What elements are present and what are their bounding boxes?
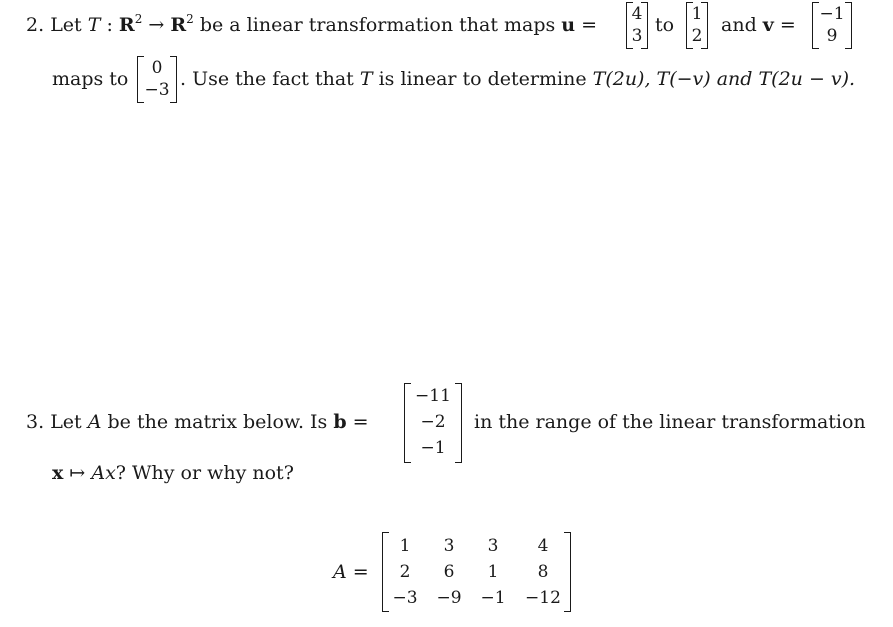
p3-Ax: Ax xyxy=(91,462,116,484)
p3-matrix-label: A = xyxy=(333,561,369,583)
p3-eq: = xyxy=(352,411,369,433)
matrix-cell: 0 xyxy=(151,58,163,78)
p2-Tu-vector xyxy=(686,2,708,49)
p3-line1 xyxy=(26,413,369,432)
p2-let: Let xyxy=(50,14,82,36)
p2-and: and xyxy=(721,14,757,36)
p2-T: T xyxy=(87,14,101,36)
p2-text3: is linear to determine xyxy=(378,68,587,90)
matrix-cell: 1 xyxy=(487,562,499,582)
p3-matrix-A xyxy=(382,532,571,612)
p2-arrow: → xyxy=(148,14,165,36)
bracket-left xyxy=(382,532,389,612)
p2-and-v xyxy=(721,16,796,35)
bracket-right xyxy=(564,532,571,612)
p2-exp2: 2 xyxy=(186,12,194,26)
matrix-cell: 6 xyxy=(443,562,455,582)
matrix-cell: 4 xyxy=(537,536,549,556)
matrix-cell: 2 xyxy=(399,562,411,582)
matrix-cell: −1 xyxy=(480,588,506,608)
p3-A: A xyxy=(87,411,102,433)
p2-R2: R xyxy=(170,14,187,36)
matrix-cell: −3 xyxy=(392,588,418,608)
p3-line2 xyxy=(52,464,294,483)
p2-text1: be a linear transformation that maps xyxy=(199,14,556,36)
matrix-cell: −3 xyxy=(144,80,170,100)
p2-line1 xyxy=(26,12,598,36)
matrix-cell: 3 xyxy=(487,536,499,556)
matrix-cell: 4 xyxy=(631,4,643,24)
matrix-cell: −1 xyxy=(819,4,845,24)
matrix-cell: 1 xyxy=(399,536,411,556)
p2-text2: . Use the fact that xyxy=(180,68,354,90)
p2-targets: T(2u), T(−v) and T(2u − v). xyxy=(592,68,856,90)
matrix-cell: 2 xyxy=(691,26,703,46)
p2-u-vector xyxy=(626,2,648,49)
p3-text3: ? Why or why not? xyxy=(115,462,294,484)
matrix-cell: −9 xyxy=(436,588,462,608)
p2-to1: to xyxy=(655,14,675,36)
matrix-cell: 8 xyxy=(537,562,549,582)
matrix-cell: −1 xyxy=(420,438,446,458)
p3-text2: in the range of the linear transformation xyxy=(474,411,866,433)
matrix-cell: 9 xyxy=(826,26,838,46)
matrix-cell: −2 xyxy=(420,412,446,432)
p2-T2: T xyxy=(359,68,373,90)
p2-eq: = xyxy=(581,14,598,36)
p3-b-vector xyxy=(404,383,462,463)
matrix-cell: 3 xyxy=(631,26,643,46)
p2-exp1: 2 xyxy=(134,12,143,26)
p2-colon: : xyxy=(106,14,113,36)
p2-v-vector xyxy=(812,2,852,49)
p2-Tv-vector xyxy=(137,56,177,103)
matrix-cell: 3 xyxy=(443,536,455,556)
matrix-cell: −11 xyxy=(415,386,451,406)
p3-mapsto: ↦ xyxy=(69,462,86,484)
p2-line2 xyxy=(180,70,855,89)
p3-number: 3. xyxy=(26,411,45,433)
p3-let: Let xyxy=(50,411,82,433)
p3-text1: be the matrix below. Is xyxy=(107,411,328,433)
p2-maps-to: maps to xyxy=(52,68,129,90)
p2-v: v xyxy=(762,14,774,36)
p2-number: 2. xyxy=(26,14,45,36)
p3-b: b xyxy=(333,411,347,433)
p2-u: u xyxy=(561,14,576,36)
p2-R1: R xyxy=(118,14,135,36)
matrix-cell: −12 xyxy=(525,588,561,608)
p2-eq2: = xyxy=(779,14,796,36)
matrix-cell: 1 xyxy=(691,4,703,24)
p3-x: x xyxy=(52,462,64,484)
